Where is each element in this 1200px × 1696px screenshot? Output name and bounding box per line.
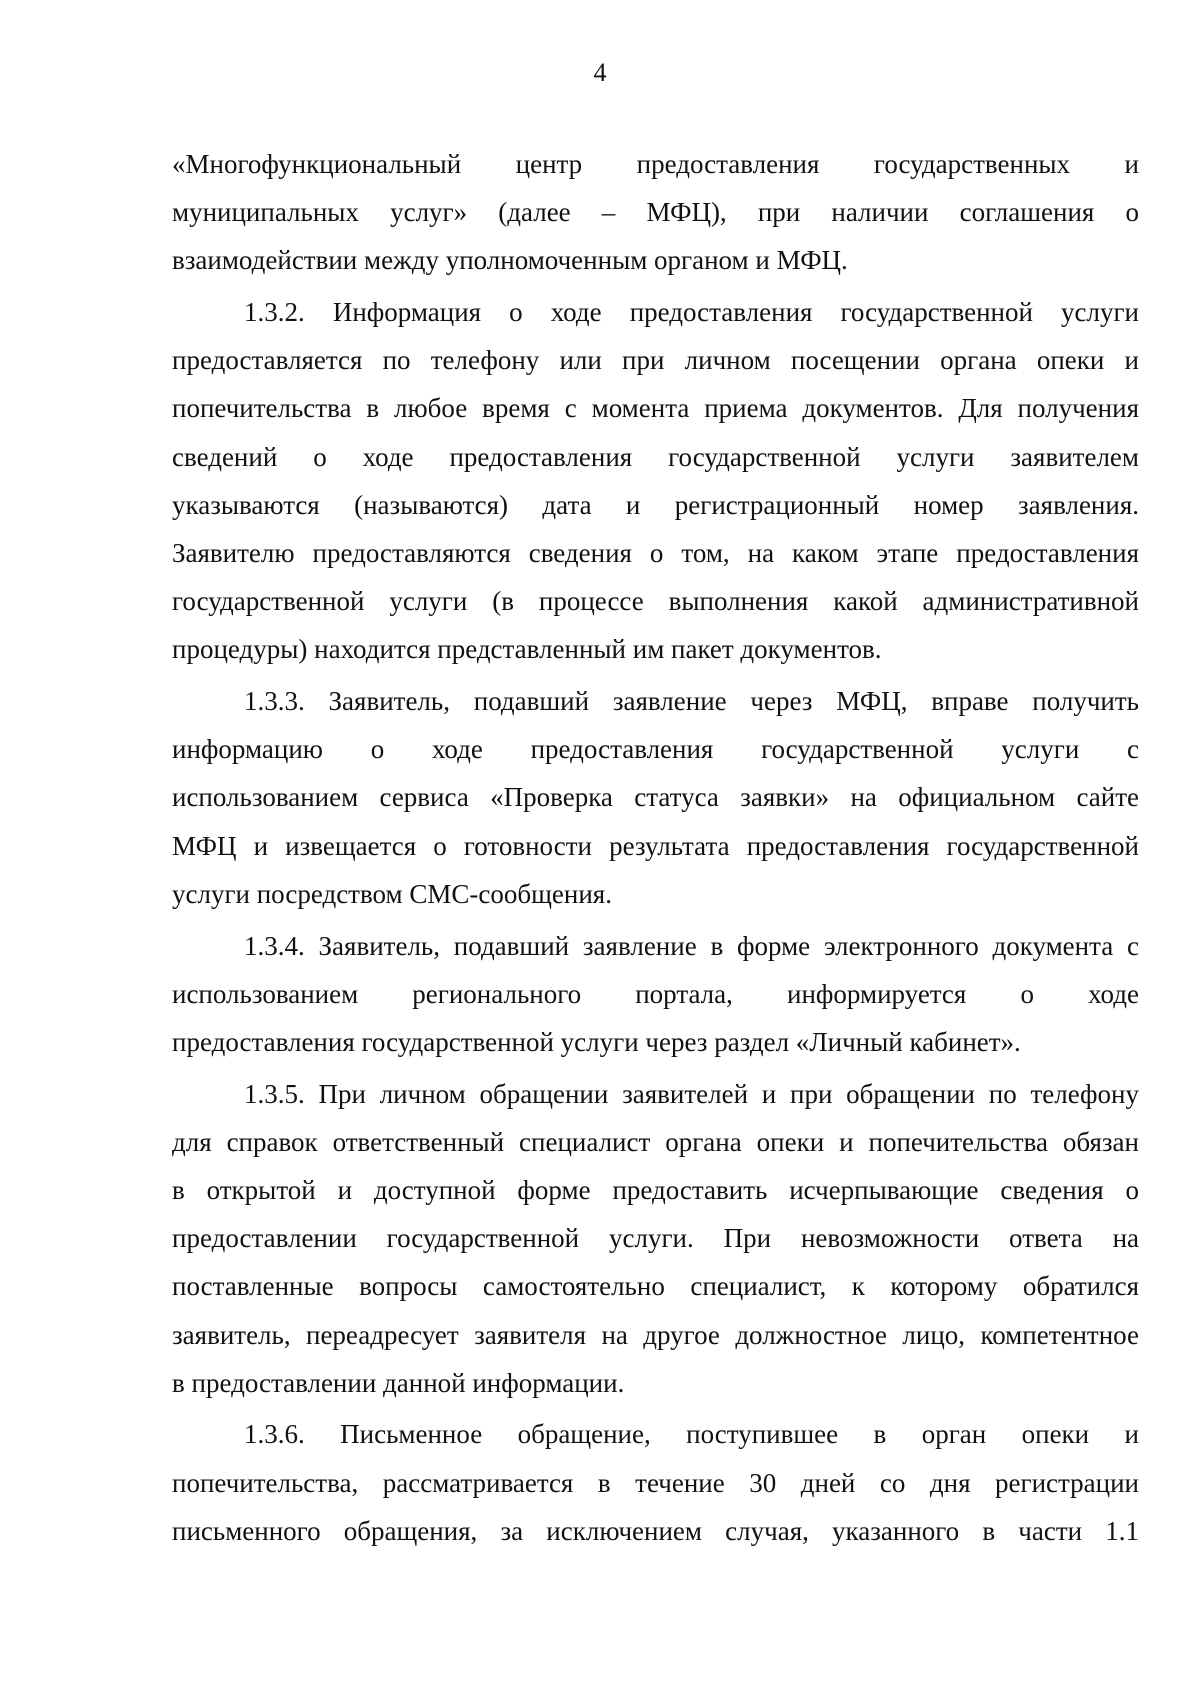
paragraph-1-3-5-start: 1.3.5. При личном обращении заявителей и при обращении по телефону	[244, 1078, 1139, 1109]
text-line: МФЦ и извещается о готовности результата предоставления государственной	[172, 830, 1139, 861]
text-line: в предоставлении данной информации.	[172, 1367, 625, 1398]
page-number: 4	[593, 58, 607, 87]
text-line: государственной услуги (в процессе выполнения какой административной	[172, 586, 1139, 617]
text-line: муниципальных услуг» (далее – МФЦ), при наличии соглашения о	[172, 197, 1139, 228]
text-line: поставленные вопросы самостоятельно специалист, к которому обратился	[172, 1271, 1139, 1302]
text-line: использованием регионального портала, информируется о ходе	[172, 978, 1139, 1009]
document-body	[172, 140, 1139, 1555]
text-line: указываются (называются) дата и регистрационный номер заявления.	[172, 489, 1139, 520]
paragraph-1-3-3-start: 1.3.3. Заявитель, подавший заявление через МФЦ, вправе получить	[244, 686, 1139, 717]
text-line: предоставления государственной услуги через раздел «Личный кабинет».	[172, 1026, 1021, 1057]
text-line: Заявителю предоставляются сведения о том, на каком этапе предоставления	[172, 538, 1139, 568]
text-line: сведений о ходе предоставления государственной услуги заявителем	[172, 441, 1139, 472]
text-line: взаимодействии между уполномоченным органом и МФЦ.	[172, 245, 848, 276]
text-line: услуги посредством СМС-сообщения.	[172, 878, 612, 909]
text-line: в открытой и доступной форме предоставить исчерпывающие сведения о	[172, 1174, 1139, 1205]
text-line: предоставлении государственной услуги. При невозможности ответа на	[172, 1223, 1139, 1254]
text-line: предоставляется по телефону или при личном посещении органа опеки и	[172, 345, 1139, 376]
text-line: заявитель, переадресует заявителя на другое должностное лицо, компетентное	[172, 1319, 1139, 1350]
text-line: процедуры) находится представленный им пакет документов.	[172, 634, 882, 665]
text-line: «Многофункциональный центр предоставления государственных и	[172, 149, 1139, 179]
paragraph-1-3-2-start: 1.3.2. Информация о ходе предоставления государственной услуги	[244, 297, 1139, 328]
paragraph-1-3-6-start: 1.3.6. Письменное обращение, поступившее в орган опеки и	[244, 1419, 1139, 1450]
text-line: попечительства в любое время с момента приема документов. Для получения	[172, 393, 1139, 424]
text-line: информацию о ходе предоставления государственной услуги с	[172, 734, 1139, 765]
text-line: использованием сервиса «Проверка статуса заявки» на официальном сайте	[172, 782, 1139, 813]
text-line: письменного обращения, за исключением случая, указанного в части 1.1	[172, 1515, 1139, 1546]
paragraph-1-3-4-start: 1.3.4. Заявитель, подавший заявление в форме электронного документа с	[244, 930, 1139, 961]
text-line: для справок ответственный специалист органа опеки и попечительства обязан	[172, 1126, 1139, 1157]
text-line: попечительства, рассматривается в течение 30 дней со дня регистрации	[172, 1467, 1139, 1498]
